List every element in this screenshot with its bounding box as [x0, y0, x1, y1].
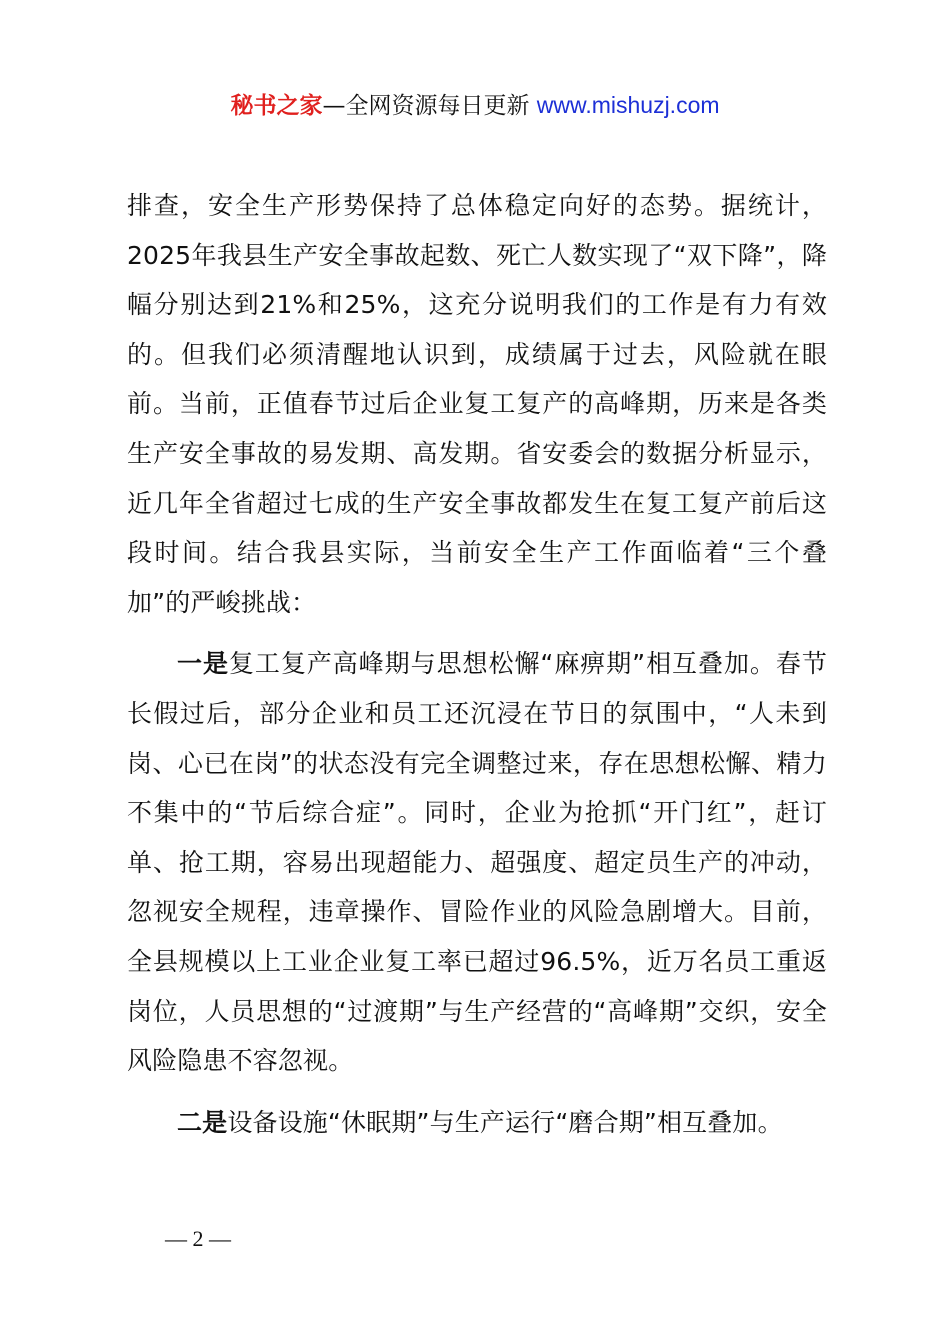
- paragraph-text: 设备设施“休眠期”与生产运行“磨合期”相互叠加。: [227, 1107, 783, 1137]
- brand-name: 秘书之家: [230, 93, 323, 119]
- paragraph-text: 复工复产高峰期与思想松懈“麻痹期”相互叠加。春节长假过后，部分企业和员工还沉浸在节日的氛围中，“人未到岗、心已在岗”的状态没有完全调整过来，存在思想松懈、精力不集中的“节后综合症”。同时，企业为抢抓“开门红”，赶订单、抢工期，容易出现超能力、超强度、超定员生产的冲动，忽视安全规程，违章操作、冒险作业的风险急剧增大。目前，全县规模以上工业企业复工率已超过96.5%，近万名员工重返岗位，人员思想的“过渡期”与生产经营的“高峰期”交织，安全风险隐患不容忽视。: [127, 649, 827, 1076]
- site-watermark-header: [0, 88, 950, 123]
- header-url[interactable]: www.mishuzj.com: [536, 92, 720, 118]
- paragraph-continuation: [127, 181, 827, 627]
- document-body: [127, 181, 827, 1147]
- page-number: — 2 —: [165, 1226, 231, 1251]
- paragraph-point-one: [127, 639, 827, 1085]
- paragraph-lead: 一是: [177, 649, 229, 679]
- paragraph-point-two: [127, 1098, 827, 1148]
- paragraph-lead: 二是: [177, 1107, 228, 1137]
- paragraph-text: 排查，安全生产形势保持了总体稳定向好的态势。据统计，2025年我县生产安全事故起数、死亡人数实现了“双下降”，降幅分别达到21%和25%，这充分说明我们的工作是有力有效的。但我们必须清醒地认识到，成绩属于过去，风险就在眼前。当前，正值春节过后企业复工复产的高峰期，历来是各类生产安全事故的易发期、高发期。省安委会的数据分析显示，近几年全省超过七成的生产安全事故都发生在复工复产前后这段时间。结合我县实际，当前安全生产工作面临着“三个叠加”的严峻挑战：: [127, 191, 827, 617]
- header-tagline: —全网资源每日更新: [322, 93, 537, 119]
